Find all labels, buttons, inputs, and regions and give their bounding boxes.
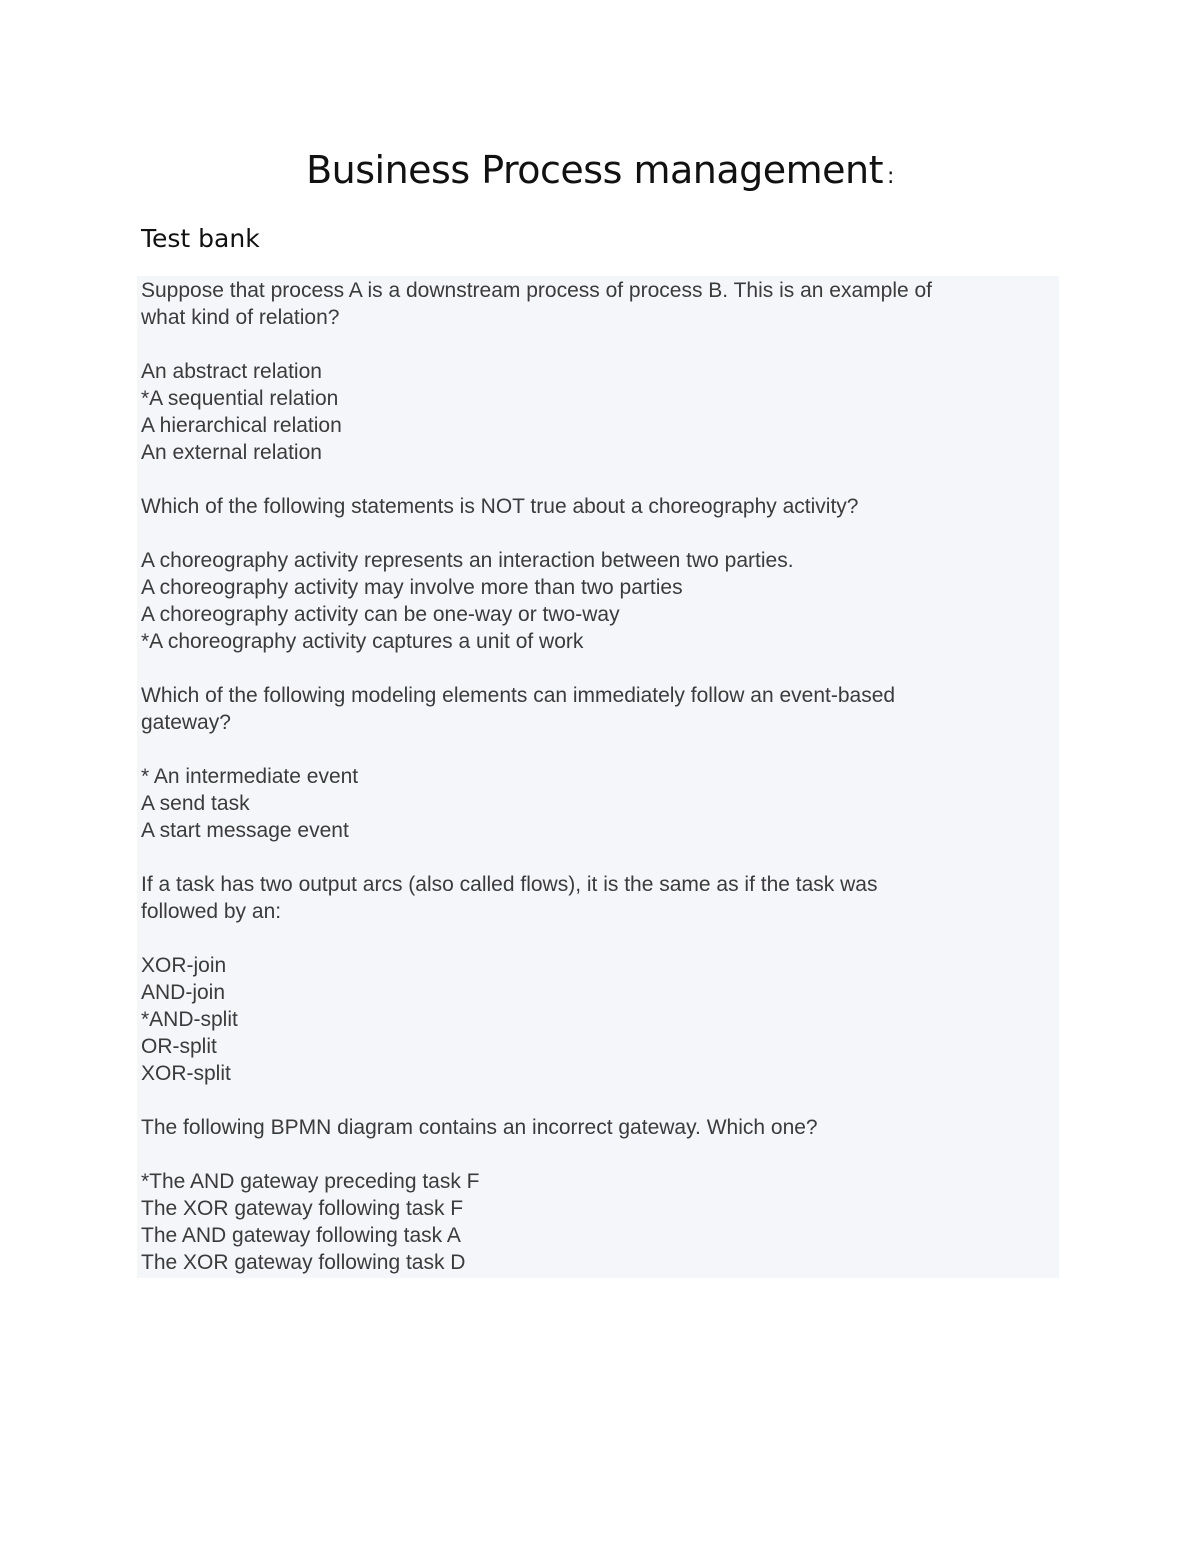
answer-option: An abstract relation bbox=[141, 360, 322, 383]
question-block bbox=[141, 682, 1051, 871]
question-text: Which of the following statements is NOT true about a choreography activity? bbox=[141, 495, 859, 518]
question-text: The following BPMN diagram contains an incorrect gateway. Which one? bbox=[141, 1116, 818, 1139]
page-title bbox=[0, 148, 1200, 192]
answer-option: A send task bbox=[141, 792, 250, 815]
question-text: gateway? bbox=[141, 711, 231, 734]
answer-option: A choreography activity represents an interaction between two parties. bbox=[141, 549, 794, 572]
question-block bbox=[141, 871, 1051, 1114]
answer-option: AND-join bbox=[141, 981, 226, 1004]
question-block bbox=[141, 1114, 1051, 1276]
question-text: what kind of relation? bbox=[141, 306, 340, 329]
question-text: If a task has two output arcs (also called flows), it is the same as if the task was bbox=[141, 873, 878, 896]
answer-option: OR-split bbox=[141, 1035, 217, 1058]
answer-option-correct: *A sequential relation bbox=[141, 387, 339, 410]
answer-option: A hierarchical relation bbox=[141, 414, 342, 437]
answer-option: XOR-split bbox=[141, 1062, 231, 1085]
answer-option-correct: *The AND gateway preceding task F bbox=[141, 1170, 480, 1193]
answer-option: A choreography activity can be one-way or two-way bbox=[141, 603, 620, 626]
answer-option: The AND gateway following task A bbox=[141, 1224, 461, 1247]
question-block bbox=[141, 277, 1051, 493]
answer-option: A choreography activity may involve more than two parties bbox=[141, 576, 683, 599]
answer-option-correct: *A choreography activity captures a unit of work bbox=[141, 630, 584, 653]
question-text: Which of the following modeling elements can immediately follow an event-based bbox=[141, 684, 896, 707]
question-text: Suppose that process A is a downstream process of process B. This is an example of bbox=[141, 279, 933, 302]
answer-option: A start message event bbox=[141, 819, 349, 842]
page-title-text: Business Process management bbox=[306, 148, 883, 192]
answer-option: An external relation bbox=[141, 441, 322, 464]
question-text: followed by an: bbox=[141, 900, 282, 923]
answer-option: The XOR gateway following task F bbox=[141, 1197, 464, 1220]
answer-option: XOR-join bbox=[141, 954, 227, 977]
question-list bbox=[141, 277, 1051, 1276]
page-title-colon: : bbox=[887, 164, 894, 189]
answer-option: The XOR gateway following task D bbox=[141, 1251, 466, 1274]
question-block bbox=[141, 493, 1051, 682]
section-subtitle: Test bank bbox=[141, 224, 260, 253]
answer-option-correct: *AND-split bbox=[141, 1008, 238, 1031]
answer-option-correct: * An intermediate event bbox=[141, 765, 359, 788]
